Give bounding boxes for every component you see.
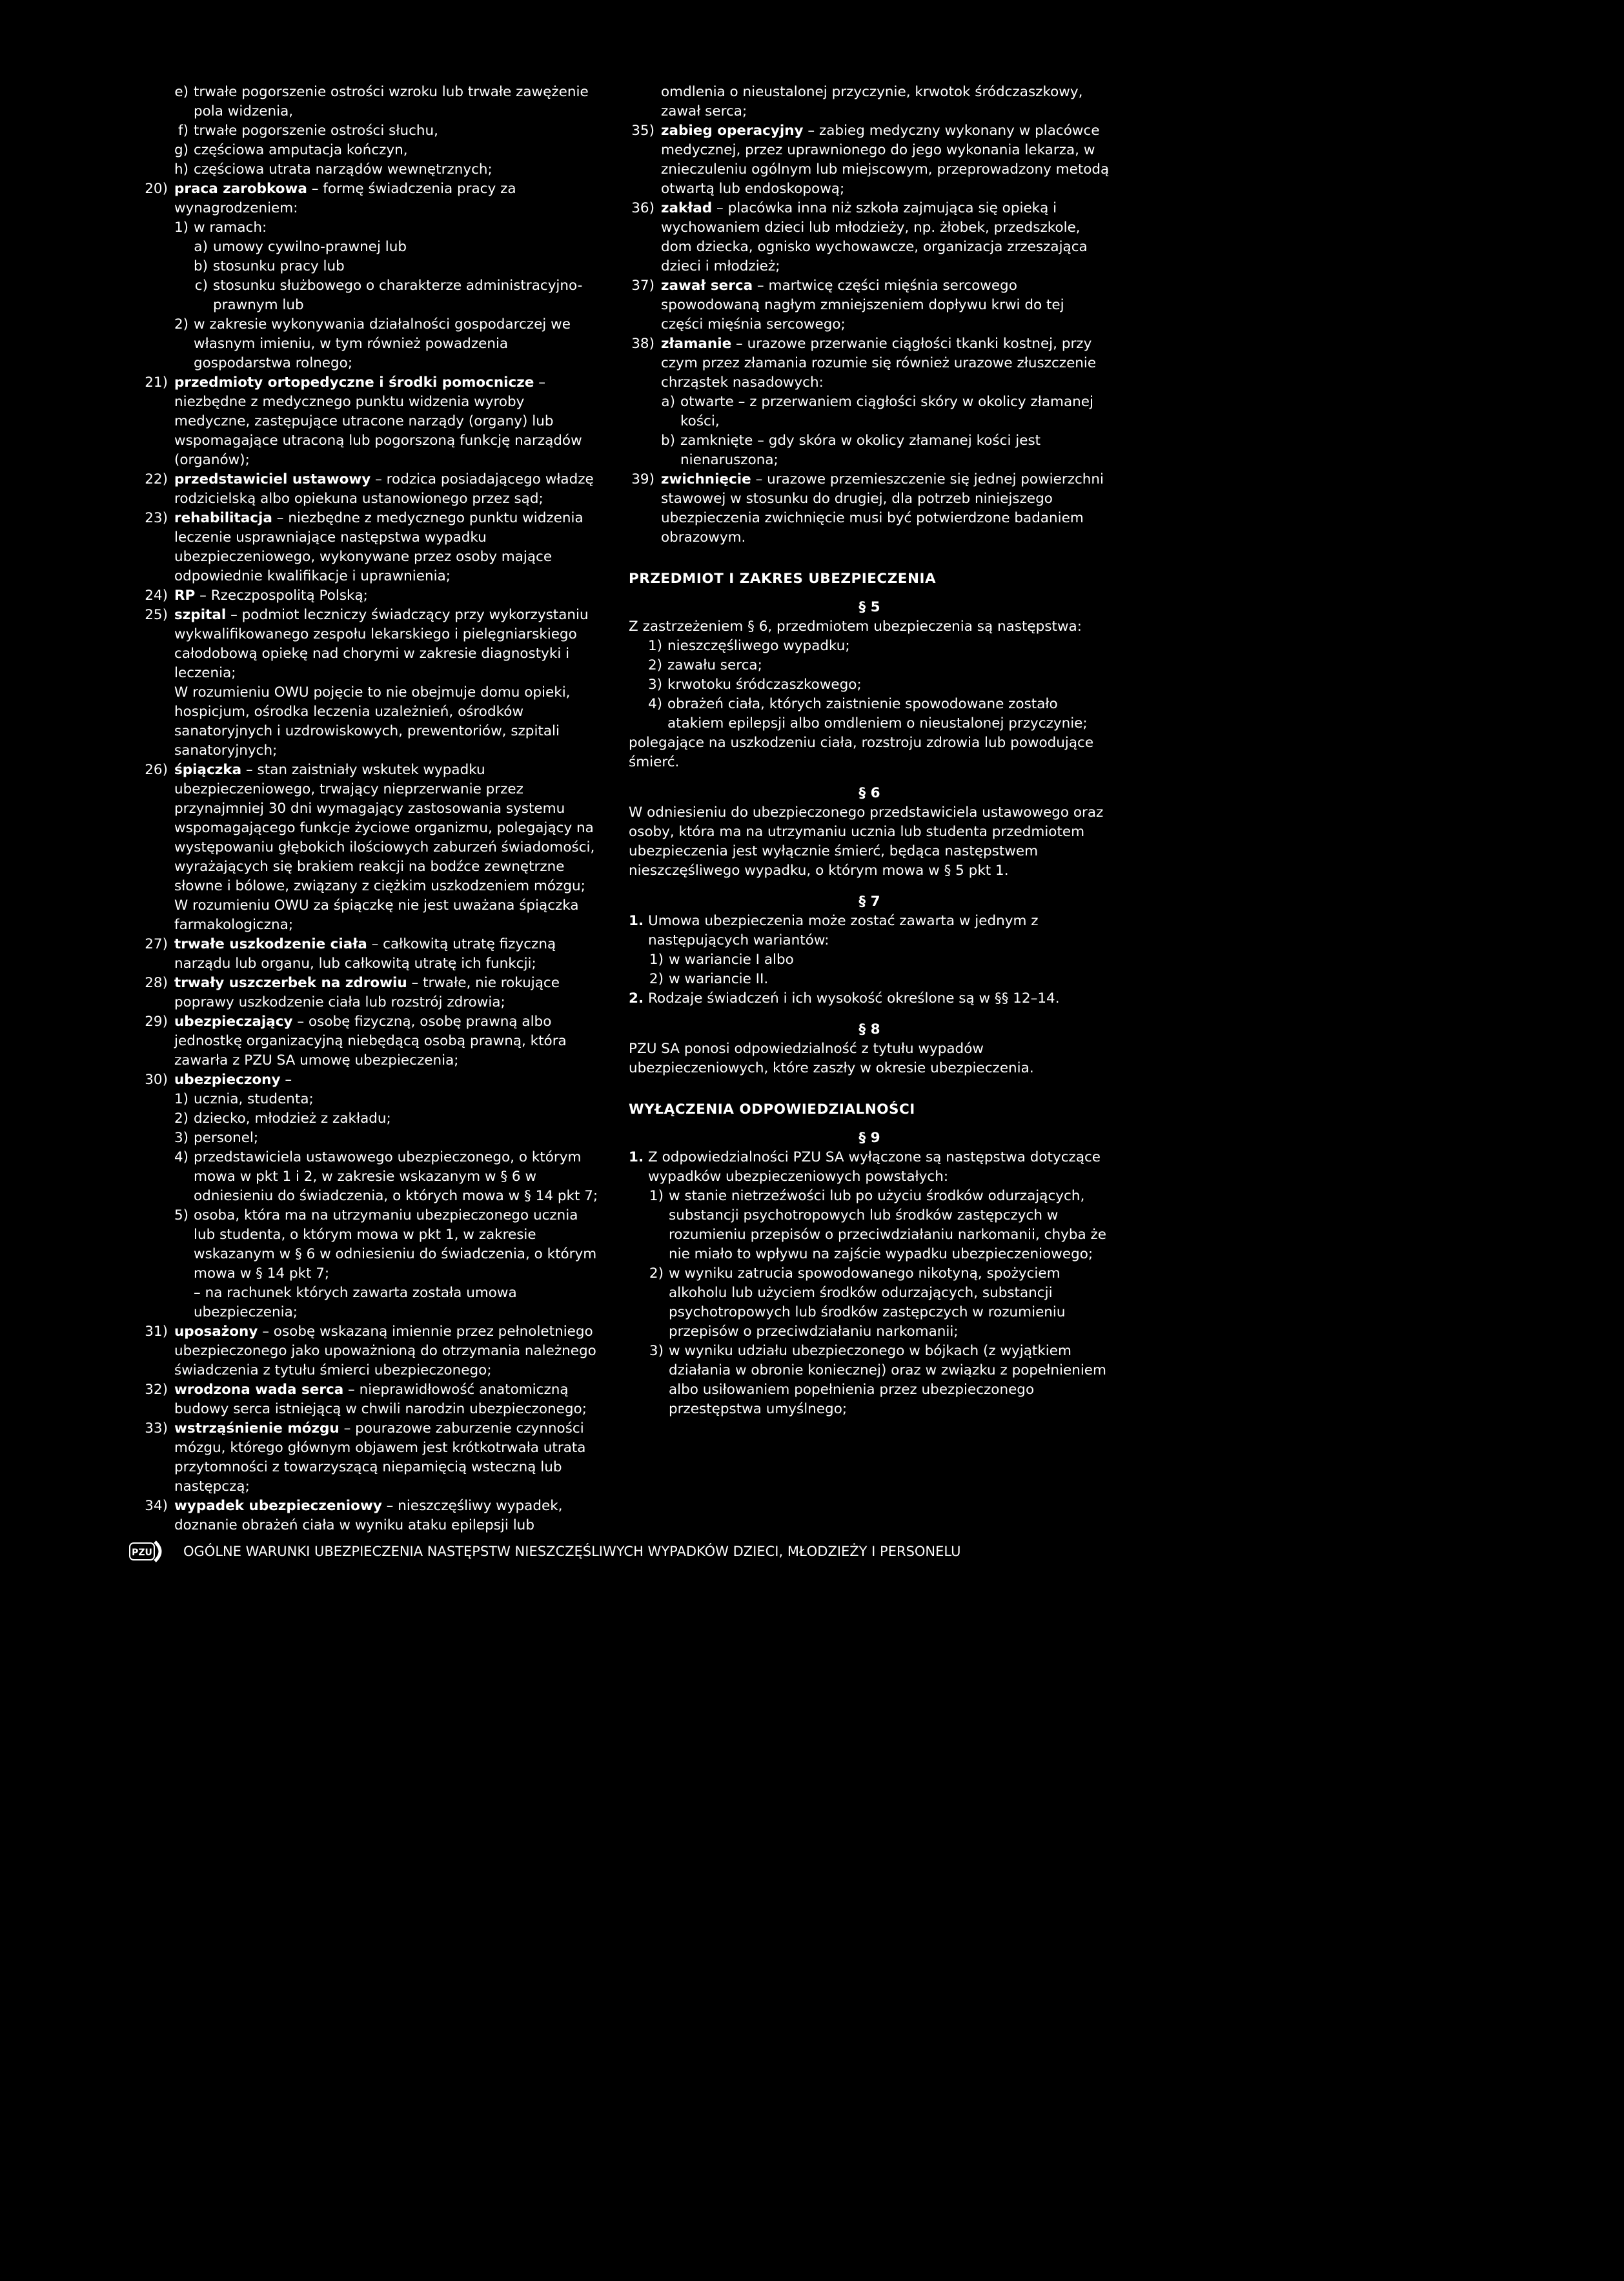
list-item <box>194 276 602 315</box>
item-number: 36) <box>631 200 655 216</box>
list-item <box>142 509 602 586</box>
point-text: Z odpowiedzialności PZU SA wyłączone są następstwa dotyczące wypadków ubezpieczeniowych powstałych: <box>648 1149 1101 1185</box>
numbered-point <box>629 912 1110 950</box>
item-number: 1) <box>649 1188 664 1204</box>
item-text: stosunku służbowego o charakterze administracyjno-prawnym lub <box>213 278 583 313</box>
list-item <box>142 470 602 509</box>
list-item <box>174 218 602 238</box>
item-text: dziecko, młodzież z zakładu; <box>194 1110 391 1127</box>
item-number: 27) <box>145 936 168 952</box>
item-number: c) <box>194 278 208 294</box>
list-item <box>629 470 1110 547</box>
item-text: w zakresie wykonywania działalności gospodarczej we własnym imieniu, w tym również powadzenia gospodarstwa rolnego; <box>194 316 571 371</box>
item-number: 25) <box>145 607 168 623</box>
item-text: – całkowitą utratę fizyczną narządu lub organu, lub całkowitą utratę ich funkcji; <box>174 936 556 972</box>
item-text: – stan zaistniały wskutek wypadku ubezpieczeniowego, trwający nieprzerwanie przez przynajmniej 30 dni wymagający zastosowania systemu wspomagającego funkcje życiowe organizmu, polegający na występowaniu głębokich ilościowych zaburzeń świadomości, wyrażających się brakiem reakcji na bodźce zewnętrzne słowne i bólowe, związany z ciężkim uszkodzeniem mózgu; <box>174 762 595 894</box>
item-number: 5) <box>174 1207 189 1223</box>
item-text: częściowa amputacja kończyn, <box>194 142 408 158</box>
list-item <box>174 315 602 373</box>
paragraph-5-title: § 5 <box>858 599 880 615</box>
list-item <box>142 1322 602 1380</box>
list-item <box>629 83 1110 121</box>
defined-term: zawał serca <box>661 278 753 294</box>
item-number: 1) <box>649 952 664 968</box>
defined-term: trwały uszczerbek na zdrowiu <box>174 975 407 991</box>
item-number: e) <box>174 84 188 100</box>
paragraph-5-intro: Z zastrzeżeniem § 6, przedmiotem ubezpieczenia są następstwa: <box>629 619 1082 635</box>
item-number: 35) <box>631 123 655 139</box>
point-number: 1. <box>629 913 644 929</box>
defined-term: trwałe uszkodzenie ciała <box>174 936 367 952</box>
page-footer <box>129 1539 1097 1564</box>
defined-term: przedstawiciel ustawowy <box>174 471 371 487</box>
list-item <box>661 393 1110 431</box>
item-text: umowy cywilno-prawnej lub <box>213 239 407 255</box>
list-item <box>629 334 1110 393</box>
list-item <box>648 637 1110 656</box>
list-item <box>629 121 1110 199</box>
item-text: nieszczęśliwego wypadku; <box>667 638 850 654</box>
item-text: W rozumieniu OWU pojęcie to nie obejmuje domu opieki, hospicjum, ośrodka leczenia uzależnień, ośrodków sanatoryjnych i uzdrowiskowych, prewentoriów, szpitali sanatoryjnych; <box>174 684 571 759</box>
item-text: W rozumieniu OWU za śpiączkę nie jest uważana śpiączka farmakologiczna; <box>174 897 579 933</box>
item-number: 33) <box>145 1420 168 1437</box>
item-text: – urazowe przemieszczenie się jednej powierzchni stawowej w stosunku do drugiej, dla potrzeb niniejszego ubezpieczenia zwichnięcie musi być potwierdzone badaniem obrazowym. <box>661 471 1104 546</box>
left-column <box>142 83 602 1535</box>
item-number: 23) <box>145 510 168 526</box>
paragraph-5-outro: polegające na uszkodzeniu ciała, rozstroju zdrowia lub powodujące śmierć. <box>629 735 1094 770</box>
item-text: stosunku pracy lub <box>213 258 345 274</box>
list-item <box>174 1206 602 1284</box>
point-text: Umowa ubezpieczenia może zostać zawarta w jednym z następujących wariantów: <box>648 913 1039 948</box>
paragraph-9-title: § 9 <box>858 1130 880 1146</box>
defined-term: wstrząśnienie mózgu <box>174 1420 340 1437</box>
section-title-exclusions: WYŁĄCZENIA ODPOWIEDZIALNOŚCI <box>629 1101 915 1118</box>
defined-term: zakład <box>661 200 713 216</box>
item-text: w wyniku zatrucia spowodowanego nikotyną, spożyciem alkoholu lub użyciem środków odurzających, substancji psychotropowych lub środków zastępczych w rozumieniu przepisów o przeciwdziałaniu narkomanii; <box>669 1265 1066 1340</box>
item-number: 39) <box>631 471 655 487</box>
paragraph-8-title: § 8 <box>858 1021 880 1038</box>
item-text: – <box>280 1072 292 1088</box>
item-number: b) <box>661 433 676 449</box>
numbered-point <box>629 1148 1110 1187</box>
list-item <box>648 675 1110 695</box>
paragraph-6-text: W odniesieniu do ubezpieczonego przedstawiciela ustawowego oraz osoby, która ma na utrzymaniu ucznia lub studenta przedmiotem ubezpieczenia jest wyłącznie śmierć, będąca następstwem nieszczęśliwego wypadku, o którym mowa w § 5 pkt 1. <box>629 804 1104 879</box>
list-item <box>174 141 602 160</box>
defined-term: złamanie <box>661 336 732 352</box>
list-item <box>174 1129 602 1148</box>
item-text: – osobę wskazaną imiennie przez pełnoletniego ubezpieczonego jako upoważnioną do otrzymania należnego świadczenia z tytułu śmierci ubezpieczonego; <box>174 1324 596 1378</box>
item-text: obrażeń ciała, których zaistnienie spowodowane zostało atakiem epilepsji albo omdleniem o nieustalonej przyczynie; <box>667 696 1088 731</box>
item-number: 38) <box>631 336 655 352</box>
item-text: zawału serca; <box>667 657 762 673</box>
item-text: – placówka inna niż szkoła zajmująca się opieką i wychowaniem dzieci lub młodzieży, np. żłobek, przedszkole, dom dziecka, ognisko wychowawcze, organizacja zrzeszająca dzieci i młodzież; <box>661 200 1088 274</box>
defined-term: ubezpieczony <box>174 1072 281 1088</box>
list-item <box>661 431 1110 470</box>
item-text: – niezbędne z medycznego punktu widzenia leczenie usprawniające następstwa wypadku ubezpieczeniowego, wykonywane przez osoby mające odpowiednie kwalifikacje i uprawnienia; <box>174 510 584 584</box>
item-text: otwarte – z przerwaniem ciągłości skóry w okolicy złamanej kości, <box>680 394 1093 429</box>
item-text: – zabieg medyczny wykonany w placówce medycznej, przez uprawnionego do jego wykonania lekarza, w znieczuleniu ogólnym lub miejscowym, przeprowadzony metodą otwartą lub endoskopową; <box>661 123 1110 197</box>
item-text: zamknięte – gdy skóra w okolicy złamanej kości jest nienaruszona; <box>680 433 1041 468</box>
item-number: h) <box>174 161 189 178</box>
item-number: 4) <box>174 1149 189 1165</box>
list-item <box>142 683 602 761</box>
list-item <box>142 1497 602 1535</box>
item-number: 2) <box>648 657 663 673</box>
item-text: w wariancie I albo <box>669 952 794 968</box>
point-number: 2. <box>629 990 644 1007</box>
item-number: g) <box>174 142 189 158</box>
item-number: a) <box>661 394 675 410</box>
item-number: 24) <box>145 588 168 604</box>
item-number: 32) <box>145 1382 168 1398</box>
pzu-logo <box>129 1540 167 1563</box>
list-item <box>174 1109 602 1129</box>
item-text: – nieprawidłowość anatomiczną budowy serca istniejącą w chwili narodzin ubezpieczonego; <box>174 1382 587 1417</box>
item-number: b) <box>194 258 208 274</box>
list-item <box>648 970 1110 989</box>
item-text: ucznia, studenta; <box>194 1091 314 1107</box>
point-text: Rodzaje świadczeń i ich wysokość określone są w §§ 12–14. <box>648 990 1060 1007</box>
defined-term: przedmioty ortopedyczne i środki pomocnicze <box>174 374 534 391</box>
item-text: w wyniku udziału ubezpieczonego w bójkach (z wyjątkiem działania w obronie koniecznej) oraz w związku z popełnieniem albo usiłowaniem popełnienia przez ubezpieczonego przestępstwa umyślnego; <box>669 1343 1106 1417</box>
list-item <box>194 257 602 276</box>
item-number: 2) <box>649 1265 664 1282</box>
defined-term: zabieg operacyjny <box>661 123 804 139</box>
item-number: 28) <box>145 975 168 991</box>
item-text: w stanie nietrzeźwości lub po użyciu środków odurzających, substancji psychotropowych lub środków zastępczych w rozumieniu przepisów o przeciwdziałaniu narkomanii, chyba że nie miało to wpływu na zajście wypadku ubezpieczeniowego; <box>669 1188 1107 1262</box>
list-item <box>648 695 1110 733</box>
item-number: 3) <box>648 677 663 693</box>
list-item <box>648 950 1110 970</box>
item-text: krwotoku śródczaszkowego; <box>667 677 862 693</box>
list-item <box>629 199 1110 276</box>
svg-text:PZU: PZU <box>132 1548 152 1558</box>
item-number: 34) <box>145 1498 168 1514</box>
defined-term: ubezpieczający <box>174 1014 293 1030</box>
defined-term: zwichnięcie <box>661 471 751 487</box>
defined-term: szpital <box>174 607 227 623</box>
item-text: trwałe pogorszenie ostrości słuchu, <box>194 123 439 139</box>
item-number: 2) <box>174 1110 189 1127</box>
list-item <box>194 238 602 257</box>
defined-term: uposażony <box>174 1324 258 1340</box>
item-text: – niezbędne z medycznego punktu widzenia wyroby medyczne, zastępujące utracone narządy (organy) lub wspomagające utraconą lub pogorszoną funkcję narządów (organów); <box>174 374 582 468</box>
paragraph-7-list <box>629 912 1110 1008</box>
paragraph-5-list <box>629 637 1110 733</box>
item-text: – rodzica posiadającego władzę rodzicielską albo opiekuna ustanowionego przez sąd; <box>174 471 594 507</box>
item-number: 22) <box>145 471 168 487</box>
item-number: 20) <box>145 181 168 197</box>
right-column <box>629 83 1110 1419</box>
list-item <box>142 606 602 683</box>
list-item <box>174 1148 602 1206</box>
item-number: 2) <box>649 971 664 987</box>
list-item <box>142 179 602 218</box>
defined-term: śpiączka <box>174 762 242 778</box>
item-number: 30) <box>145 1072 168 1088</box>
item-text: – formę świadczenia pracy za wynagrodzeniem: <box>174 181 516 216</box>
list-item <box>142 1419 602 1497</box>
item-text: – podmiot leczniczy świadczący przy wykorzystaniu wykwalifikowanego zespołu lekarskiego i pielęgniarskiego całodobową opiekę nad chorymi w zakresie diagnostyki i leczenia; <box>174 607 589 681</box>
item-text: częściowa utrata narządów wewnętrznych; <box>194 161 492 178</box>
list-item <box>142 586 602 606</box>
paragraph-6-title: § 6 <box>858 785 880 801</box>
list-item <box>174 121 602 141</box>
item-text: – pourazowe zaburzenie czynności mózgu, którego głównym objawem jest krótkotrwała utrata przytomności z towarzyszącą niepamięcią wsteczną lub następczą; <box>174 1420 586 1495</box>
list-item <box>648 1342 1110 1419</box>
item-text: – trwałe, nie rokujące poprawy uszkodzenie ciała lub rozstrój zdrowia; <box>174 975 560 1010</box>
paragraph-7-title: § 7 <box>858 894 880 910</box>
item-number: 1) <box>648 638 663 654</box>
list-item <box>142 1284 602 1322</box>
paragraph-9-list <box>629 1148 1110 1419</box>
item-text: przedstawiciela ustawowego ubezpieczonego, o którym mowa w pkt 1 i 2, w zakresie wskazanym w § 6 w odniesieniu do świadczenia, o których mowa w § 14 pkt 7; <box>194 1149 598 1204</box>
item-text: – osobę fizyczną, osobę prawną albo jednostkę organizacyjną niebędącą osobą prawną, która zawarła z PZU SA umowę ubezpieczenia; <box>174 1014 567 1069</box>
footer-title: OGÓLNE WARUNKI UBEZPIECZENIA NASTĘPSTW NIESZCZĘŚLIWYCH WYPADKÓW DZIECI, MŁODZIEŻY I PERSONELU <box>183 1544 961 1559</box>
item-number: 4) <box>648 696 663 712</box>
item-text: – martwicę części mięśnia sercowego spowodowaną nagłym zmniejszeniem dopływu krwi do tej części mięśnia sercowego; <box>661 278 1064 332</box>
item-number: 26) <box>145 762 168 778</box>
list-item <box>648 656 1110 675</box>
item-number: 1) <box>174 1091 189 1107</box>
list-item <box>174 160 602 179</box>
item-number: 2) <box>174 316 189 332</box>
list-item <box>648 1264 1110 1342</box>
item-text: – urazowe przerwanie ciągłości tkanki kostnej, przy czym przez złamania rozumie się również urazowe złuszczenie chrząstek nasadowych: <box>661 336 1097 391</box>
definitions-continued <box>629 83 1110 547</box>
item-number: 31) <box>145 1324 168 1340</box>
item-text: osoba, która ma na utrzymaniu ubezpieczonego ucznia lub studenta, o którym mowa w pkt 1, w zakresie wskazanym w § 6 w odniesieniu do świadczenia, o którym mowa w § 14 pkt 7; <box>194 1207 597 1282</box>
item-text: w wariancie II. <box>669 971 769 987</box>
item-number: 21) <box>145 374 168 391</box>
paragraph-8-text: PZU SA ponosi odpowiedzialność z tytułu wypadów ubezpieczeniowych, które zaszły w okresie ubezpieczenia. <box>629 1041 1034 1076</box>
item-text: personel; <box>194 1130 259 1146</box>
section-title-scope: PRZEDMIOT I ZAKRES UBEZPIECZENIA <box>629 571 937 587</box>
defined-term: wrodzona wada serca <box>174 1382 344 1398</box>
defined-term: RP <box>174 588 196 604</box>
item-text: w ramach: <box>194 220 267 236</box>
item-number: 3) <box>649 1343 664 1359</box>
item-text: trwałe pogorszenie ostrości wzroku lub trwałe zawężenie pola widzenia, <box>194 84 589 119</box>
list-item <box>142 1012 602 1070</box>
item-number: 37) <box>631 278 655 294</box>
list-item <box>142 935 602 974</box>
item-number: 1) <box>174 220 189 236</box>
item-number: 29) <box>145 1014 168 1030</box>
defined-term: praca zarobkowa <box>174 181 307 197</box>
list-item <box>142 761 602 896</box>
list-item <box>648 1187 1110 1264</box>
numbered-point <box>629 989 1110 1008</box>
list-item <box>174 83 602 121</box>
list-item <box>629 276 1110 334</box>
point-number: 1. <box>629 1149 644 1165</box>
list-item <box>174 1090 602 1109</box>
item-text: – Rzeczpospolitą Polską; <box>195 588 368 604</box>
item-text: omdlenia o nieustalonej przyczynie, krwotok śródczaszkowy, zawał serca; <box>661 84 1083 119</box>
list-item <box>142 896 602 935</box>
item-text: – na rachunek których zawarta została umowa ubezpieczenia; <box>194 1285 517 1320</box>
list-item <box>142 1380 602 1419</box>
list-item <box>142 373 602 470</box>
defined-term: wypadek ubezpieczeniowy <box>174 1498 382 1514</box>
item-number: f) <box>178 123 188 139</box>
list-item <box>142 1070 602 1090</box>
item-text: – nieszczęśliwy wypadek, doznanie obrażeń ciała w wyniku ataku epilepsji lub <box>174 1498 563 1533</box>
defined-term: rehabilitacja <box>174 510 272 526</box>
list-item <box>142 974 602 1012</box>
item-number: a) <box>194 239 208 255</box>
item-number: 3) <box>174 1130 189 1146</box>
